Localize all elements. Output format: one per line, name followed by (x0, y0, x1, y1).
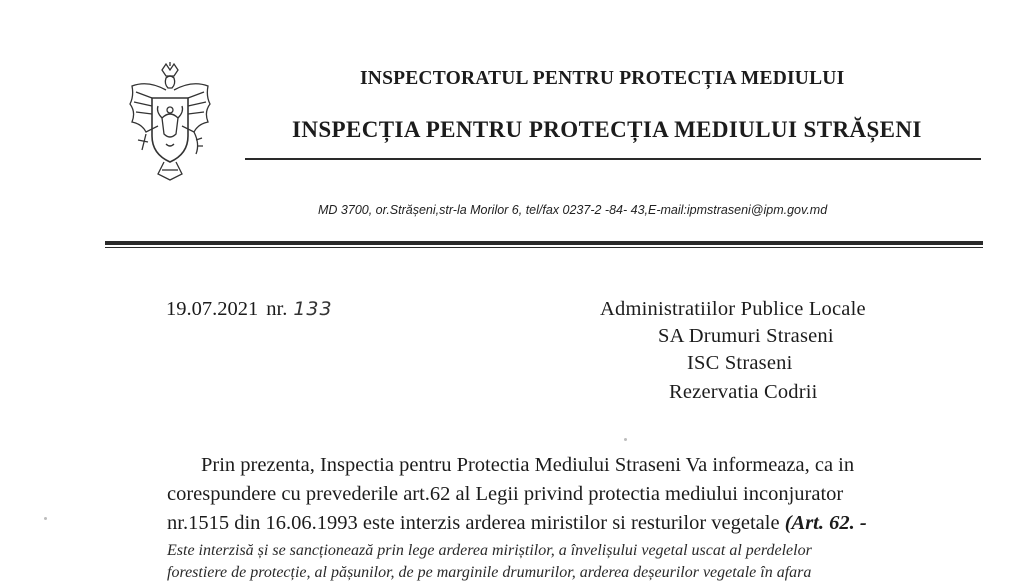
header-divider (245, 158, 981, 160)
body-text: nr.1515 din 16.06.1993 este interzis arderea miristilor si resturilor vegetale (167, 512, 785, 534)
body-line: Prin prezenta, Inspectia pentru Protectia Mediului Straseni Va informeaza, ca in (201, 454, 855, 476)
body-line: corespundere cu prevederile art.62 al Legii privind protectia mediului inconjurator (167, 483, 844, 505)
scan-speck (44, 517, 47, 520)
letter-date: 19.07.2021 (166, 298, 259, 320)
number-label: nr. (266, 298, 288, 320)
recipient-line: Rezervatia Codrii (669, 381, 818, 403)
law-quote (167, 540, 1017, 584)
header-double-rule-thin (105, 247, 983, 248)
letter-number: 133 (293, 298, 333, 320)
contact-address: MD 3700, or.Strășeni,str-la Morilor 6, tel/fax 0237-2 -84- 43,E-mail:ipmstraseni@ipm.gov.md (318, 203, 828, 217)
law-quote-line: forestiere de protecție, al pășunilor, de pe marginile drumurilor, arderea deșeurilor vegetale în afara (167, 564, 812, 581)
recipient-line: SA Drumuri Straseni (658, 325, 834, 347)
recipient-line: ISC Straseni (687, 352, 793, 374)
institution-subtitle: INSPECȚIA PENTRU PROTECȚIA MEDIULUI STRĂȘENI (292, 117, 922, 142)
coat-of-arms-moldova-icon (122, 62, 214, 186)
institution-title: INSPECTORATUL PENTRU PROTECȚIA MEDIULUI (360, 68, 845, 89)
law-quote-line: Este interzisă și se sancționează prin lege arderea miriștilor, a învelișului vegetal uscat al perdelelor (167, 542, 812, 559)
body-line-with-reference (167, 509, 997, 538)
letter-date-line (166, 298, 333, 321)
scan-speck (624, 438, 627, 441)
header-double-rule (105, 241, 983, 245)
recipient-line: Administratiilor Publice Locale (600, 298, 866, 320)
law-article-reference: (Art. 62. - (784, 512, 867, 534)
body-paragraph (167, 451, 997, 538)
